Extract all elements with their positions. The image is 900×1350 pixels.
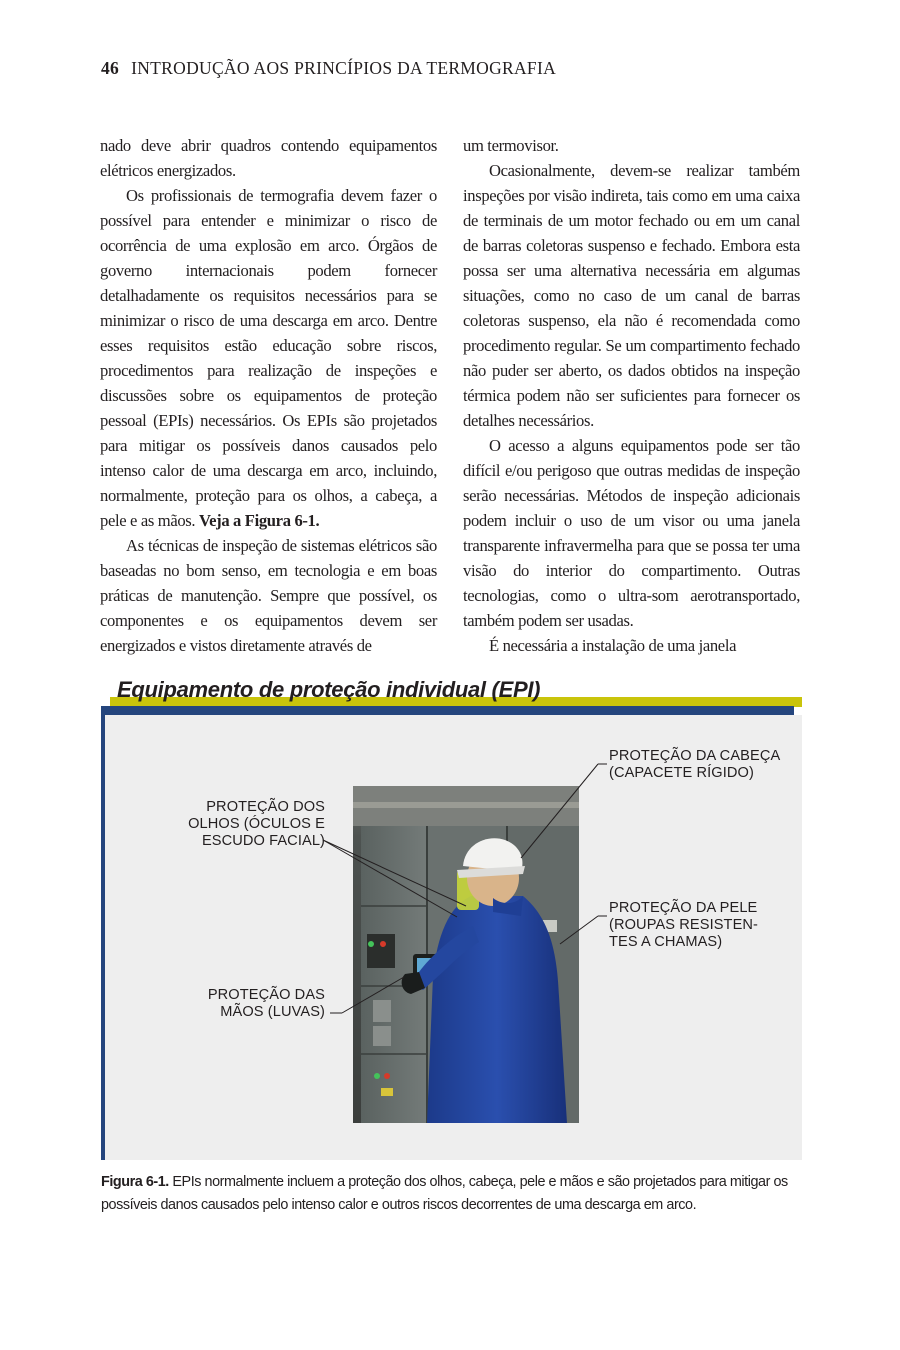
callout-line: TES A CHAMAS) — [609, 934, 723, 950]
figure-title: Equipamento de proteção individual (EPI) — [117, 677, 541, 702]
figure-reference: Veja a Figura 6-1. — [199, 511, 320, 530]
paragraph: As técnicas de inspeção de sistemas elétricos são baseadas no bom senso, em tecnologia e em boas práticas de manutenção. Sempre que possível, os componentes e os equipamentos devem ser energizados e vistos diretamente através de — [100, 536, 437, 655]
paragraph-text: Os profissionais de termografia devem fazer o possível para entender e minimizar o risco de ocorrência de uma explosão em arco. Órgãos de governo internacionais podem fornecer detalhadamente os requisitos necessários para se minimizar o risco de uma descarga em arco. Dentre esses requisitos estão educação sobre riscos, procedimentos para realização de inspeções e discussões sobre os equipamentos de proteção pessoal (EPIs) necessários. Os EPIs são projetados para mitigar os possíveis danos causados pelo intenso calor de uma descarga em arco, incluindo, normalmente, proteção para os olhos, a cabeça, a pele e as mãos. — [100, 186, 437, 530]
figure-caption-text: EPIs normalmente incluem a proteção dos olhos, cabeça, pele e mãos e são projetados para mitigar os possíveis danos causados pelo intenso calor e outros riscos decorrentes de uma descarga em arco. — [101, 1174, 788, 1213]
paragraph: Ocasionalmente, devem-se realizar também inspeções por visão indireta, tais como em uma caixa de terminais de um motor fechado ou em um canal de barras coletoras suspenso e fechado. Embora esta possa ser uma alternativa necessária em algumas situações, como no caso de um canal de barras coletoras suspenso, ela não é recomendada como procedimento regular. Se um compartimento fechado não puder ser aberto, os dados obtidos na inspeção térmica podem não ser suficientes para fornecer os detalhes necessários. — [463, 161, 800, 430]
callout-line: (ROUPAS RESISTEN- — [609, 917, 759, 933]
page-number: 46 — [101, 58, 120, 78]
paragraph: O acesso a alguns equipamentos pode ser tão difícil e/ou perigoso que outras medidas de inspeção serão necessárias. Métodos de inspeção adicionais podem incluir o uso de um visor ou uma janela transparente infravermelha para que se possa ter uma visão do interior do compartimento. Outras tecnologias, como o ultra-som aerotransportado, também podem ser usadas. — [463, 436, 800, 630]
figure-caption-number: Figura 6-1. — [101, 1174, 169, 1190]
paragraph: É necessária a instalação de uma janela — [489, 636, 737, 655]
callout-eye-protection — [160, 799, 325, 850]
callout-line: MÃOS (LUVAS) — [220, 1004, 325, 1020]
callout-line: OLHOS (ÓCULOS E — [188, 816, 325, 832]
callout-line: ESCUDO FACIAL) — [201, 833, 325, 849]
figure-caption — [101, 1171, 806, 1217]
callout-head-protection — [609, 748, 780, 782]
callout-skin-protection — [609, 900, 758, 951]
callout-line: PROTEÇÃO DOS — [206, 799, 325, 815]
callout-line: PROTEÇÃO DAS — [207, 987, 325, 1003]
callout-hand-protection — [160, 987, 325, 1021]
paragraph: um termovisor. — [463, 136, 559, 155]
callout-line: (CAPACETE RÍGIDO) — [609, 765, 754, 781]
callout-line: PROTEÇÃO DA PELE — [609, 900, 758, 916]
paragraph: nado deve abrir quadros contendo equipamentos elétricos energizados. — [100, 136, 437, 180]
callout-line: PROTEÇÃO DA CABEÇA — [609, 748, 781, 764]
running-title: INTRODUÇÃO AOS PRINCÍPIOS DA TERMOGRAFIA — [131, 58, 557, 78]
